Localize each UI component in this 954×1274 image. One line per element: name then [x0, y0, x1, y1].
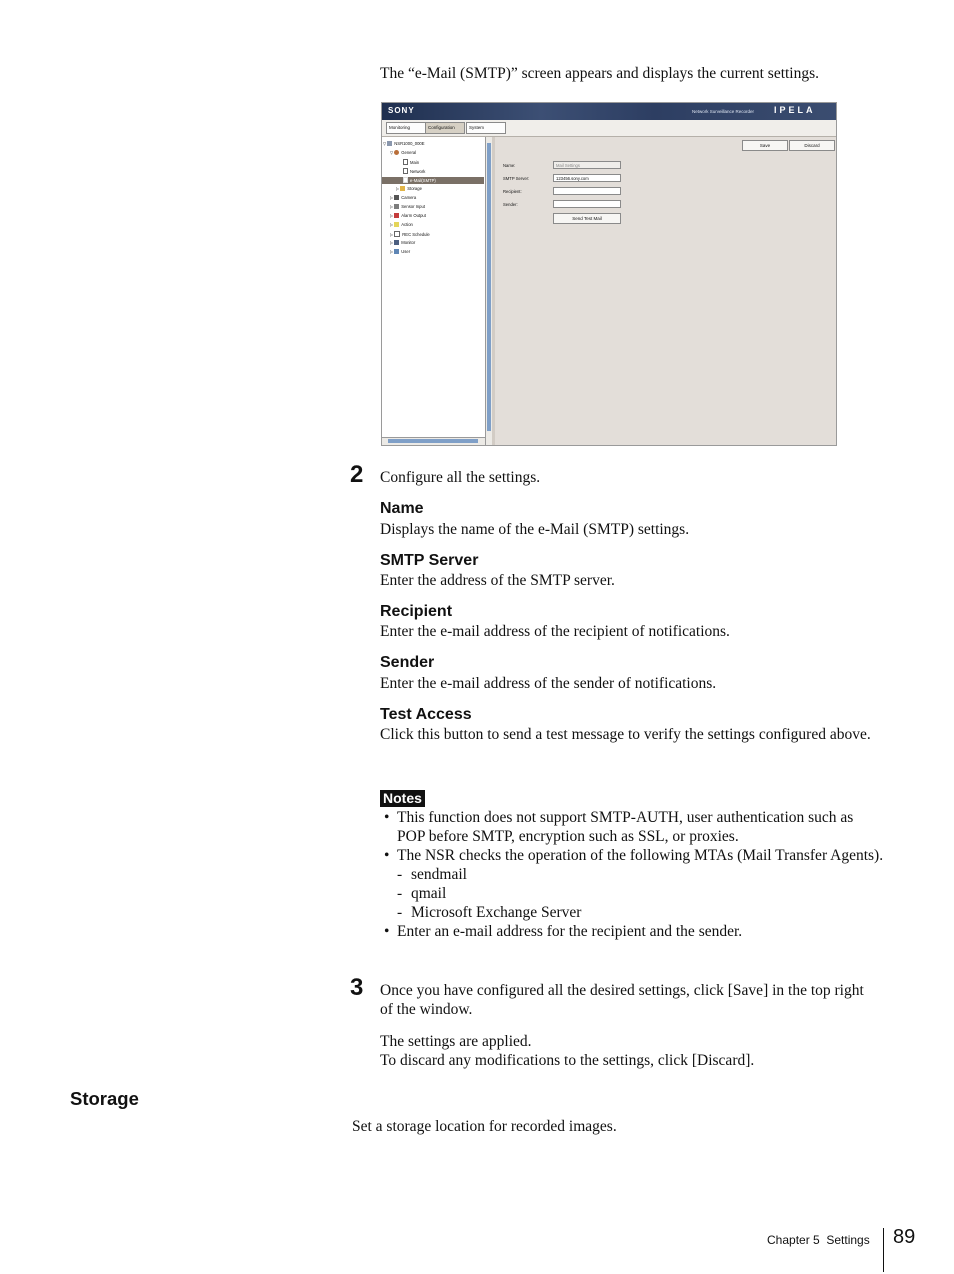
setting-desc: Enter the e-mail address of the recipient of notifications. [380, 623, 730, 640]
step-number: 3 [350, 974, 364, 1001]
tree-item-nsr[interactable]: ▽ NSR1000_000E [383, 141, 425, 146]
sender-label: Sender: [503, 202, 518, 207]
tree-item-rec-schedule[interactable]: ▷ REC Schedule [390, 232, 430, 237]
alarm-icon [394, 213, 399, 218]
settings-tree [382, 137, 486, 437]
email-smtp-screenshot [381, 102, 837, 446]
setting-title: SMTP Server [380, 552, 479, 569]
recipient-field[interactable] [553, 187, 621, 195]
sender-field[interactable] [553, 200, 621, 208]
tree-item-main[interactable]: Main [403, 159, 419, 166]
smtp-server-label: SMTP Server: [503, 176, 530, 181]
mta-item: - Microsoft Exchange Server [397, 904, 582, 921]
step-number: 2 [350, 461, 364, 488]
note-item: • The NSR checks the operation of the following MTAs (Mail Transfer Agents). [384, 847, 884, 864]
sensor-icon [394, 204, 399, 209]
computer-icon [387, 141, 392, 146]
sony-logo: SONY [388, 106, 415, 115]
tab-system[interactable]: System [466, 122, 506, 134]
user-icon [394, 249, 399, 254]
action-icon [394, 222, 399, 227]
page-icon [403, 168, 408, 174]
setting-desc: Click this button to send a test message to verify the settings configured above. [380, 726, 871, 743]
step-result: To discard any modifications to the settings, click [Discard]. [380, 1052, 755, 1069]
tree-item-action[interactable]: ▷ Action [390, 222, 413, 227]
tree-item-monitor[interactable]: ▷ Monitor [390, 240, 416, 245]
note-item: • Enter an e-mail address for the recipient and the sender. [384, 923, 743, 940]
settings-panel [495, 137, 836, 445]
tree-item-general[interactable]: ▽ General [390, 150, 417, 155]
scrollbar-thumb[interactable] [487, 143, 491, 431]
mta-item: - sendmail [397, 866, 467, 883]
footer-divider [883, 1228, 884, 1272]
step-text: Configure all the settings. [380, 469, 541, 486]
tree-item-alarm-output[interactable]: ▷ Alarm Output [390, 213, 426, 218]
monitor-icon [394, 240, 399, 245]
smtp-server-field[interactable]: 123456.sony.com [553, 174, 621, 182]
tree-item-email-smtp[interactable]: e-Mail(SMTP) [382, 177, 484, 184]
setting-title: Sender [380, 654, 435, 671]
mta-item: - qmail [397, 885, 447, 902]
tree-item-storage[interactable]: ▷ Storage [396, 186, 422, 191]
product-label: Network Surveillance Recorder [692, 109, 755, 114]
setting-title: Name [380, 500, 424, 517]
scrollbar-thumb[interactable] [388, 439, 478, 443]
tab-monitoring[interactable]: Monitoring [386, 122, 426, 134]
tree-item-camera[interactable]: ▷ Camera [390, 195, 417, 200]
folder-icon [400, 186, 405, 191]
setting-title: Recipient [380, 603, 453, 620]
tab-configuration[interactable]: Configuration [425, 122, 465, 134]
page-number: 89 [893, 1226, 916, 1248]
page-icon [403, 159, 408, 165]
step-result: The settings are applied. [380, 1033, 532, 1050]
note-item: • This function does not support SMTP-AUTH, user authentication such as POP before SMTP, encryption such as SSL, or proxies. [384, 809, 854, 845]
calendar-icon [394, 231, 400, 237]
tree-item-user[interactable]: ▷ User [390, 249, 411, 254]
app-header [382, 103, 836, 120]
footer-chapter: Chapter 5 Settings [767, 1233, 870, 1247]
discard-button[interactable]: Discard [789, 140, 835, 151]
section-heading: Storage [70, 1088, 139, 1109]
name-field[interactable]: Mail Settings [553, 161, 621, 169]
setting-desc: Enter the e-mail address of the sender of notifications. [380, 675, 717, 692]
send-test-mail-button[interactable]: Send Test Mail [553, 213, 621, 224]
recipient-label: Recipient: [503, 189, 522, 194]
page-icon [403, 177, 408, 183]
save-button[interactable]: Save [742, 140, 788, 151]
ipela-logo: IPELA [774, 105, 816, 115]
tree-horizontal-scrollbar[interactable] [382, 437, 485, 445]
notes-label: Notes [380, 790, 425, 807]
tree-item-sensor-input[interactable]: ▷ Sensor Input [390, 204, 425, 209]
section-desc: Set a storage location for recorded images. [352, 1118, 617, 1135]
tab-bar [382, 120, 836, 137]
step-text: Once you have configured all the desired settings, click [Save] in the top right of the window. [380, 982, 864, 1018]
gear-icon [394, 150, 399, 155]
camera-icon [394, 195, 399, 200]
setting-desc: Enter the address of the SMTP server. [380, 572, 615, 589]
name-label: Name: [503, 163, 516, 168]
tree-item-network[interactable]: Network [403, 168, 425, 175]
intro-text: The “e-Mail (SMTP)” screen appears and displays the current settings. [380, 65, 820, 82]
notes-list [380, 808, 885, 941]
setting-desc: Displays the name of the e-Mail (SMTP) settings. [380, 521, 690, 538]
setting-title: Test Access [380, 706, 472, 723]
